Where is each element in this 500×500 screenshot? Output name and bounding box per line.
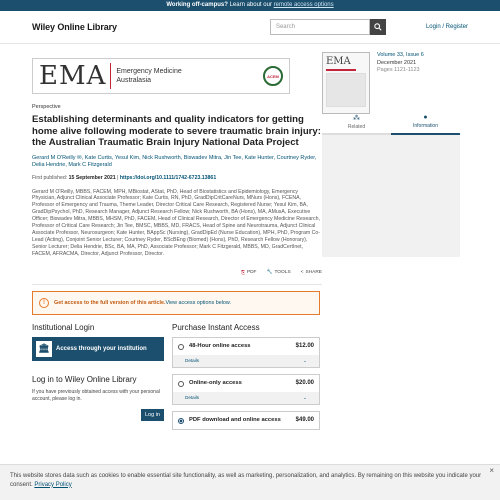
article-tools [32,270,322,276]
option-price: $20.00 [295,379,314,386]
purchase-option[interactable] [172,374,320,405]
wol-login-title: Log in to Wiley Online Library [32,374,137,384]
option-radio[interactable] [178,344,184,350]
sidebar-tabs [322,114,460,135]
banner-bold-text: Working off-campus? [166,2,228,8]
article-type: Perspective [32,104,61,110]
remote-access-link[interactable]: remote access options [273,2,334,8]
info-icon: ! [39,298,49,308]
share-button[interactable] [301,270,322,276]
institution-icon: 🏛 [36,341,52,357]
info-circle-icon: ● [423,114,428,121]
volume-link[interactable]: Volume 33, Issue 6 [377,52,424,58]
cookie-text: This website stores data such as cookies to enable essential site functionality, as well as marketing, personalization, and analytics. By remaining on this website you indicate your consent. [10,473,482,488]
article-title: Establishing determinants and quality indicators for getting home alive following moderate to severe traumatic brain injury: the Australian Traumatic Brain Injury National Data Project [32,114,321,148]
issue-date: December 2021 [377,59,417,66]
journal-name-line1: Emergency Medicine [116,68,182,75]
related-icon: ⁂ [353,115,360,122]
banner-text: Learn about our [227,2,274,8]
wrench-icon: 🔧 [266,270,273,276]
view-access-options-link[interactable]: View access options below. [165,299,231,306]
option-radio-selected[interactable] [178,418,184,424]
published-date: 15 September 2021 [68,174,116,181]
privacy-policy-link[interactable]: Privacy Policy [34,481,72,488]
published-label: First published: [32,174,69,181]
journal-logo: EMA [39,61,107,91]
option-price: $49.00 [295,416,314,423]
get-access-notice [32,291,320,315]
tab-panel [322,135,460,257]
option-name: PDF download and online access [189,416,281,423]
institutional-login-title: Institutional Login [32,322,95,332]
option-price: $12.00 [295,342,314,349]
divider [32,284,322,285]
institution-access-button[interactable] [32,337,164,361]
institutional-login-section [32,323,172,436]
issue-info [377,52,460,75]
option-name: 48-Hour online access [189,342,251,349]
journal-name [116,67,259,85]
purchase-option[interactable] [172,337,320,368]
cover-line [326,69,356,71]
option-name: Online-only access [189,379,242,386]
share-label: SHARE [305,270,322,276]
purchase-section [172,323,320,436]
journal-name-line2: Australasia [116,77,152,84]
chevron-down-icon: ⌄ [303,394,307,400]
cookie-banner [0,464,500,500]
tools-label: TOOLS [274,270,291,276]
institution-button-label: Access through your institution [56,345,147,352]
cover-logo: EMA [326,56,351,67]
option-radio[interactable] [178,381,184,387]
issue-sidebar [322,44,460,436]
search-input[interactable]: Search [270,19,370,35]
search-form [270,19,386,35]
close-icon[interactable]: × [489,466,494,475]
search-icon [374,23,382,31]
pdf-label: PDF [246,270,257,276]
option-details-toggle[interactable] [173,392,319,404]
issue-pages: Pages 1121-1123 [377,67,420,73]
chevron-down-icon: ⌄ [303,357,307,363]
acem-crest-icon: ACEM [263,66,283,86]
doi-link[interactable]: https://doi.org/10.1111/1742-6723.13861 [119,174,217,181]
pdf-button[interactable] [241,270,256,276]
cover-image [326,73,366,107]
tab-information[interactable] [391,114,460,135]
author-list[interactable]: Gerard M O'Reilly ✉, Kate Curtis, Yesul Kim, Nick Rushworth, Biswadev Mitra, Jin Tee, Kate Hunter, Courtney Ryder, Delia Hendrie, Mark C Fitzgerald [32,154,317,168]
tab-information-label: Information [412,123,438,129]
author-affiliations: Gerard M O'Reilly, MBBS, FACEM, MPH, MBiostat, AStat, PhD, Head of Biostatistics and Epidemiology, Emergency Physician, Adjunct Clinical Associate Professor; Kate Curtis, RN, PhD, GradDipCritCareNurs, MNurs (Hons), FCENA, Professor of Emergency and Trauma, Theme Leader, Director Critical Care Research, Registered Nurse; Yesul Kim, BA, GradDipPsychol, PhD, Research Manager, Adjunct Research Fellow; Nick Rushworth, BA (Hons), MA, AMusA, Executive Officer; Biswadev Mitra, MBBS, MHSM, PhD, FACEM, Head of Clinical Research, Director of Emergency Medicine Research, Professor of Critical Care Research; Jin Tee, BMSC, MBBS, MD, FRACS, Head of Spine and Neurotrauma, Adjunct Clinical Associate Professor, Neurosurgeon; Kate Hunter, BAppSc (Nursing), GradDipEd (Nurse Education), MPH, PhD, Program Co-Lead (Acting), Conjoint Senior Lecturer; Courtney Ryder, BScBEng (Biomed) (Hons), PhD, Research Fellow (Honorary), Senior Lecturer; Delia Hendrie, BSc, BA, MA, PhD, Associate Professor; Mark C Fitzgerald, MBBS, MD, GradCertInet, FACEM, AFRACMA, Director, Adjunct Professor, Director. [32,188,321,257]
option-details-toggle[interactable] [173,355,319,367]
share-icon: < [300,270,304,276]
tab-related[interactable] [322,114,391,133]
article-column [32,44,322,436]
logo-divider [110,63,111,89]
wol-login-text: If you have previously obtained access with your personal account, please log in. [32,388,160,402]
tools-button[interactable] [266,270,290,276]
journal-banner[interactable] [32,58,290,94]
purchase-option[interactable] [172,411,320,430]
login-register-link[interactable]: Login / Register [425,24,468,30]
log-in-button[interactable]: Log in [141,409,164,421]
purchase-title: Purchase Instant Access [172,322,260,332]
access-notice-text: Get access to the full version of this article. [54,299,166,306]
site-header [0,11,500,44]
details-label: Details [185,357,200,363]
pdf-icon: ⎘ [241,270,245,276]
issue-cover[interactable] [322,52,370,114]
remote-access-banner [0,0,500,11]
search-button[interactable] [370,19,386,35]
site-logo[interactable]: Wiley Online Library [32,22,117,32]
tab-related-label: Related [347,124,366,130]
details-label: Details [185,394,200,400]
publication-info: First published: 15 September 2021 | https://doi.org/10.1111/1742-6723.13861 [32,174,217,181]
